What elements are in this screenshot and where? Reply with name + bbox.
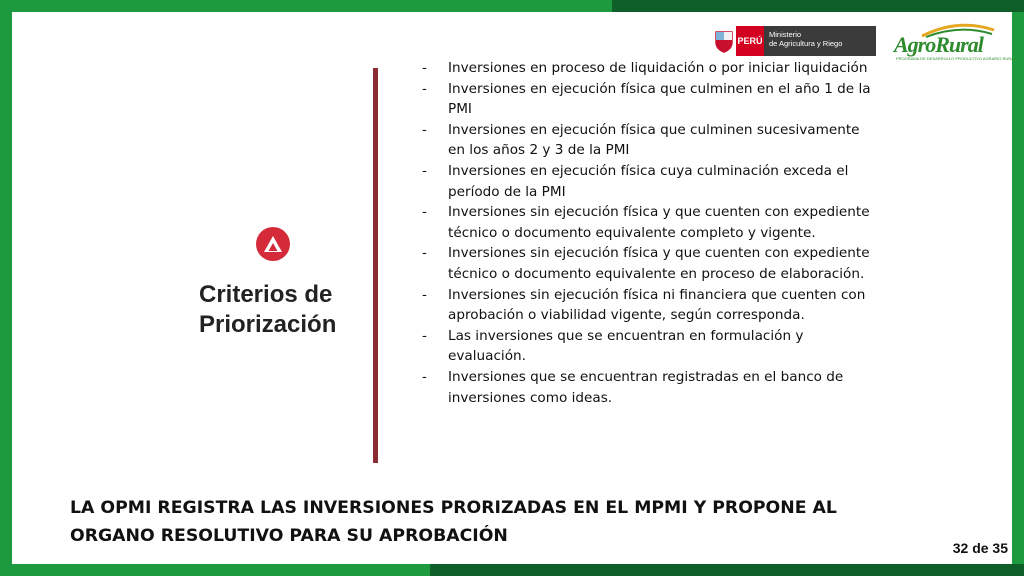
warning-triangle-icon: [256, 227, 290, 261]
criteria-text: Las inversiones que se encuentran en formulación y evaluación.: [448, 327, 804, 365]
ministry-line-2: de Agricultura y Riego: [769, 39, 843, 48]
section-title: [199, 280, 369, 340]
frame-accent-top: [612, 0, 1024, 12]
frame-accent-bottom-light: [0, 564, 430, 576]
ministry-line-1: Ministerio: [769, 30, 802, 39]
criteria-text: Inversiones sin ejecución física ni financiera que cuenten con aprobación o viabilidad vigente, según corresponda.: [448, 286, 866, 324]
agrorural-wordmark: AgroRural: [894, 32, 983, 57]
criteria-item: [422, 326, 874, 367]
conclusion-statement: LA OPMI REGISTRA LAS INVERSIONES PRORIZADAS EN EL MPMI Y PROPONE AL ORGANO RESOLUTIVO PARA SU APROBACIÓN: [70, 498, 837, 546]
criteria-item: [422, 79, 874, 120]
bullet-dash: -: [422, 327, 427, 344]
criteria-text: Inversiones sin ejecución física y que cuenten con expediente técnico o documento equivalente en proceso de elaboración.: [448, 245, 870, 282]
criteria-list: [422, 58, 874, 408]
criteria-item: [422, 243, 874, 284]
bullet-dash: -: [422, 245, 427, 262]
agrorural-logo: [892, 22, 1017, 62]
criteria-item: [422, 58, 874, 79]
agrorural-subtitle: PROGRAMA DE DESARROLLO PRODUCTIVO AGRARIO RURAL: [896, 56, 1017, 61]
bullet-dash: -: [422, 60, 427, 76]
criteria-text: Inversiones en ejecución física cuya culminación exceda el período de la PMI: [448, 162, 849, 200]
criteria-text: Inversiones sin ejecución física y que cuenten con expediente técnico o documento equivalente completo y vigente.: [448, 204, 870, 241]
vertical-divider: [373, 68, 378, 463]
bullet-dash: -: [422, 204, 427, 221]
criteria-text: Inversiones que se encuentran registradas en el banco de inversiones como ideas.: [448, 368, 844, 406]
section-title-line-2: Priorización: [199, 311, 337, 338]
criteria-item: [422, 120, 874, 161]
coat-of-arms-icon: [712, 28, 736, 54]
criteria-item: [422, 202, 874, 243]
bullet-dash: -: [422, 368, 427, 385]
criteria-text: Inversiones en ejecución física que culminen sucesivamente en los años 2 y 3 de la PMI: [448, 121, 860, 159]
criteria-item: [422, 161, 874, 202]
bullet-dash: -: [422, 121, 427, 138]
page-number: 32 de 35: [952, 540, 1008, 556]
bullet-dash: -: [422, 80, 427, 97]
ministry-label: [764, 26, 876, 56]
ministry-logo: [712, 26, 876, 56]
bullet-dash: -: [422, 162, 427, 179]
peru-label: PERÚ: [736, 26, 764, 56]
criteria-text: Inversiones en proceso de liquidación o por iniciar liquidación: [448, 60, 868, 76]
criteria-item: [422, 367, 874, 408]
criteria-item: [422, 285, 874, 326]
bullet-dash: -: [422, 286, 427, 303]
section-title-line-1: Criterios de: [199, 281, 333, 308]
criteria-text: Inversiones en ejecución física que culminen en el año 1 de la PMI: [448, 80, 871, 118]
